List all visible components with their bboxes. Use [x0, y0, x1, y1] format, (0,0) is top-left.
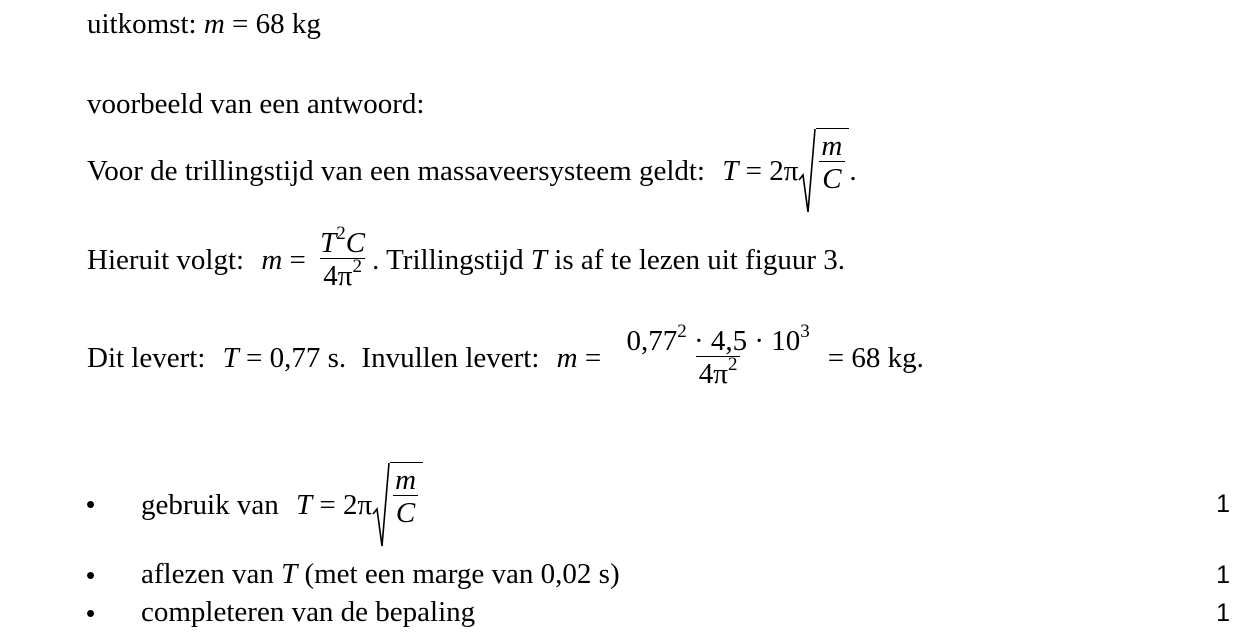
line3-num-a-exp: 2: [677, 321, 687, 342]
line3-fraction: [612, 321, 823, 391]
line2-eq: =: [289, 244, 306, 277]
line3-den-exp: 2: [727, 354, 738, 376]
line2-after-var: T: [530, 244, 548, 277]
line2-after2: is af te lezen uit figuur 3.: [554, 244, 845, 277]
sqrt-icon: [372, 462, 423, 548]
formula-line-3: [87, 321, 924, 391]
line2-num-t: T: [320, 227, 337, 259]
criterion-2-var: T: [281, 558, 298, 590]
outcome-label: uitkomst:: [87, 8, 197, 40]
criterion-1-den: C: [393, 495, 418, 530]
line3-den-base: 4π: [698, 358, 728, 391]
line2-lhs: m: [261, 244, 283, 277]
line2-num-c: C: [345, 227, 366, 259]
line1-num: m: [821, 130, 843, 162]
criterion-1-text: gebruik van: [141, 488, 279, 521]
formula-line-1: [87, 128, 857, 214]
criterion-1-num: m: [395, 464, 417, 496]
line3-num-b: · 4,5 · 10: [693, 325, 801, 357]
line2-after1: . Trillingstijd: [372, 244, 524, 277]
line3-num-a: 0,77: [626, 325, 678, 357]
outcome-eq: =: [232, 8, 249, 40]
line2-den-exp: 2: [352, 256, 362, 278]
criterion-2-text-a: aflezen van: [141, 558, 274, 590]
line1-den: C: [819, 161, 844, 196]
line3-eq: =: [584, 342, 602, 375]
line1-lhs: T: [722, 154, 739, 187]
criterion-3-points: 1: [1216, 599, 1230, 627]
line3-lhs: m: [556, 342, 578, 375]
example-heading: voorbeeld van een antwoord:: [87, 88, 425, 120]
line1-eq: = 2π: [745, 154, 799, 187]
outcome-line: [87, 8, 321, 41]
formula-line-2: [87, 223, 845, 293]
line3-value: = 0,77 s.: [246, 342, 347, 375]
outcome-var: m: [203, 8, 225, 40]
bullet-icon: •: [86, 560, 96, 590]
line3-text: Dit levert:: [87, 342, 206, 375]
line2-text: Hieruit volgt:: [87, 244, 245, 277]
line3-result: = 68 kg.: [827, 342, 924, 375]
line2-num-exp: 2: [336, 223, 346, 244]
line2-den-base: 4π: [323, 260, 353, 293]
line2-fraction: [317, 223, 368, 293]
line3-num-b-exp: 3: [800, 321, 810, 342]
outcome-value: 68 kg: [255, 8, 321, 40]
criterion-1-eq: = 2π: [319, 488, 373, 521]
line1-end: .: [849, 154, 857, 187]
criterion-1-lhs: T: [295, 488, 313, 521]
criterion-1-points: 1: [1216, 490, 1230, 518]
line3-mid: Invullen levert:: [361, 342, 540, 375]
criterion-2-text-b: (met een marge van 0,02 s): [304, 558, 620, 590]
bullet-icon: •: [86, 598, 96, 628]
bullet-icon: •: [86, 489, 96, 519]
line3-var: T: [222, 342, 239, 375]
sqrt-icon: [798, 128, 849, 214]
line1-text: Voor de trillingstijd van een massaveersysteem geldt:: [87, 154, 705, 187]
criterion-3-text: completeren van de bepaling: [141, 596, 476, 628]
criterion-2-points: 1: [1216, 561, 1230, 589]
